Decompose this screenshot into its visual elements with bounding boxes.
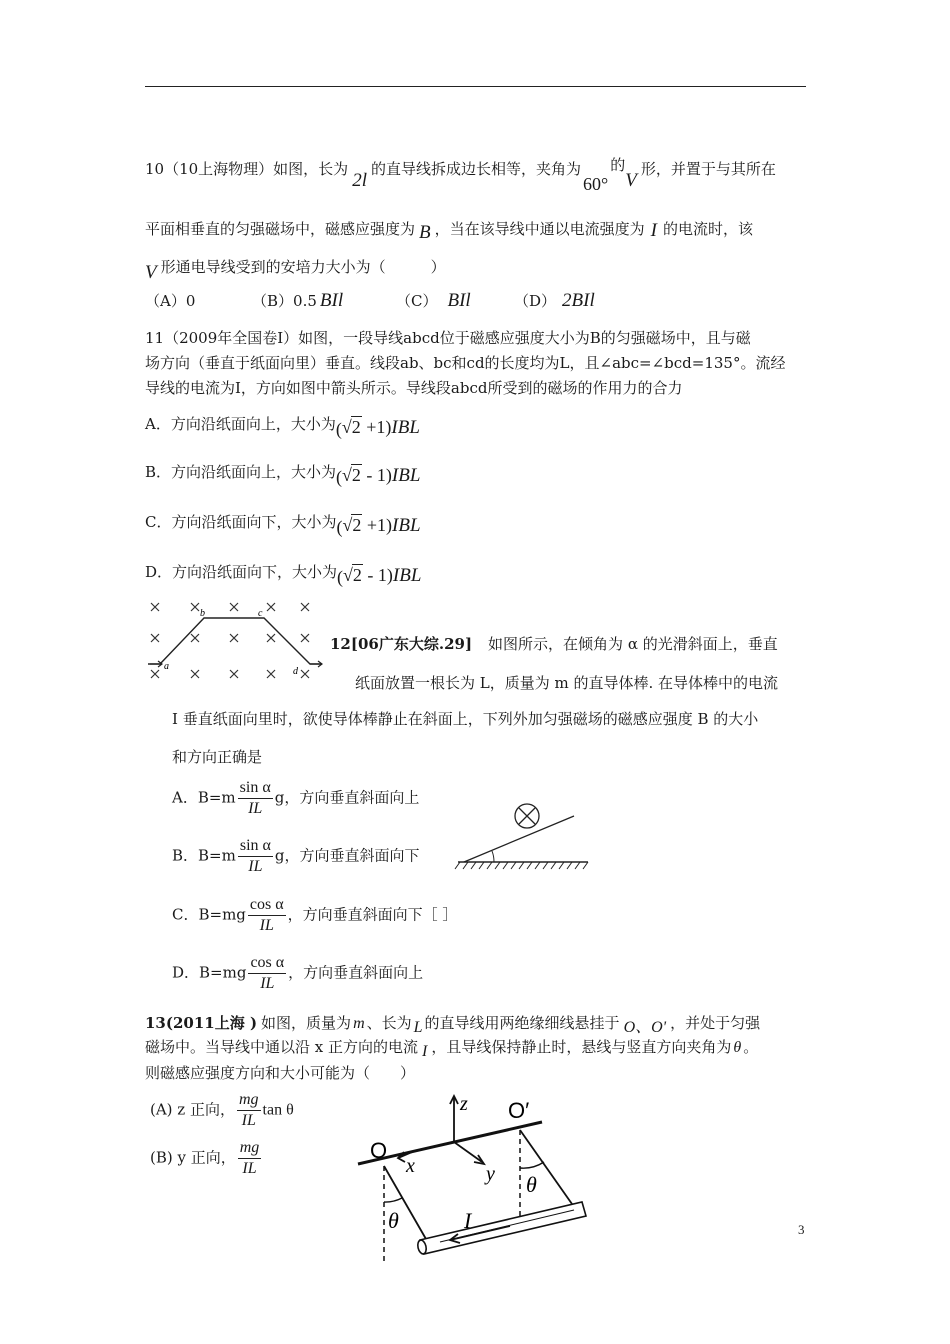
q11-para-line3: 导线的电流为I，方向如图中箭头所示。导线段abcd所受到的磁场的作用力的合力: [145, 379, 683, 397]
label-O-prime: O′: [508, 1098, 530, 1123]
label-O: O: [370, 1138, 388, 1163]
q11-wire-figure: [140, 598, 330, 688]
label-d: d: [293, 666, 298, 677]
current-arrow-in: [150, 661, 162, 667]
q13-option-b: (B) y 正向， $\frac{mg}{IL}$: [150, 1139, 260, 1177]
q10-line1: 10（10上海物理）如图，长为2l的直导线拆成边长相等，夹角为60°的V形，并置于与其所在: [145, 156, 776, 194]
q12-option-d: D．B=mg $\frac{\text{cos α}}{IL}$ ，方向垂直斜面向上: [172, 954, 424, 992]
axis-y: y: [486, 1163, 495, 1185]
q10-line2: 平面相垂直的匀强磁场中，磁感应强度为 B ，当在该导线中通以电流强度为 I 的电流时，该: [145, 220, 753, 243]
q10-option-a: （A）0: [145, 292, 196, 310]
label-c: c: [258, 608, 263, 619]
q12-line2: 纸面放置一根长为 L，质量为 m 的直导体棒. 在导体棒中的电流: [355, 674, 779, 692]
q13-line1: 13(2011上海 ) 如图，质量为 m 、长为 L 的直导线用两绝缘细线悬挂于 O、O' ，并处于匀强: [145, 1014, 761, 1036]
angle-arc: [492, 851, 494, 862]
q10-option-c: （C） BIl: [396, 290, 471, 311]
wire-abcd: [148, 618, 322, 664]
q12-incline-figure: [450, 796, 600, 876]
q12-line4: 和方向正确是: [172, 748, 263, 766]
axis-z: z: [460, 1093, 468, 1115]
q12-line1: 12[06广东大综.29] 如图所示，在倾角为 α 的光滑斜面上，垂直: [330, 635, 778, 653]
label-b: b: [200, 608, 205, 619]
ground-hatch: [455, 862, 588, 869]
q12-option-c: C．B=mg $\frac{\text{cos α}}{IL}$ ，方向垂直斜面向下［ ］: [172, 896, 458, 934]
q13-line3: 则磁感应强度方向和大小可能为（ ）: [145, 1064, 416, 1082]
q10-option-b: （B）0.5 BIl: [252, 290, 344, 311]
q11-option-c: C．方向沿纸面向下，大小为(√2 +1)IBL: [145, 513, 421, 537]
angle-theta-left: θ: [388, 1208, 399, 1233]
q13-option-a: (A) z 正向， $\frac{mg}{IL}$ tan θ: [150, 1091, 294, 1129]
label-current-I: I: [464, 1208, 472, 1233]
current-into-page-icon: [515, 804, 539, 828]
q13-line2: 磁场中。当导线中通以沿 x 正方向的电流 I ，且导线保持静止时，悬线与竖直方向夹角为 θ 。: [145, 1038, 759, 1060]
q11-para-line1: 11（2009年全国卷Ⅰ）如图，一段导线abcd位于磁感应强度大小为B的匀强磁场中，且与磁: [145, 329, 751, 347]
q10-line3: V 形通电导线受到的安培力大小为（ ）: [145, 258, 446, 283]
page-number: 3: [798, 1222, 805, 1237]
q12-option-b: B．B=m $\frac{\text{sin α}}{IL}$ g，方向垂直斜面向下: [172, 837, 420, 875]
q12-option-a: A．B=m $\frac{\text{sin α}}{IL}$ g，方向垂直斜面向上: [172, 779, 420, 817]
angle-theta-right: θ: [526, 1172, 537, 1197]
q11-option-b: B．方向沿纸面向上，大小为(√2 - 1)IBL: [145, 463, 421, 487]
label-a: a: [164, 661, 169, 672]
q11-option-d: D．方向沿纸面向下，大小为(√2 - 1)IBL: [145, 563, 422, 587]
q10-option-d: （D） 2BIl: [514, 290, 595, 311]
q11-para-line2: 场方向（垂直于纸面向里）垂直。线段ab、bc和cd的长度均为L，且∠abc=∠bcd=135°。流经: [145, 354, 786, 372]
header-rule: [145, 86, 806, 87]
axis-x: x: [406, 1155, 415, 1177]
q13-suspended-wire-figure: [350, 1092, 600, 1268]
current-arrow-out: [310, 661, 322, 667]
q11-option-a: A．方向沿纸面向上，大小为(√2 +1)IBL: [145, 415, 420, 439]
q12-line3: I 垂直纸面向里时，欲使导体棒静止在斜面上，下列外加匀强磁场的磁感应强度 B 的大小: [172, 710, 759, 728]
field-crosses: [151, 603, 309, 678]
